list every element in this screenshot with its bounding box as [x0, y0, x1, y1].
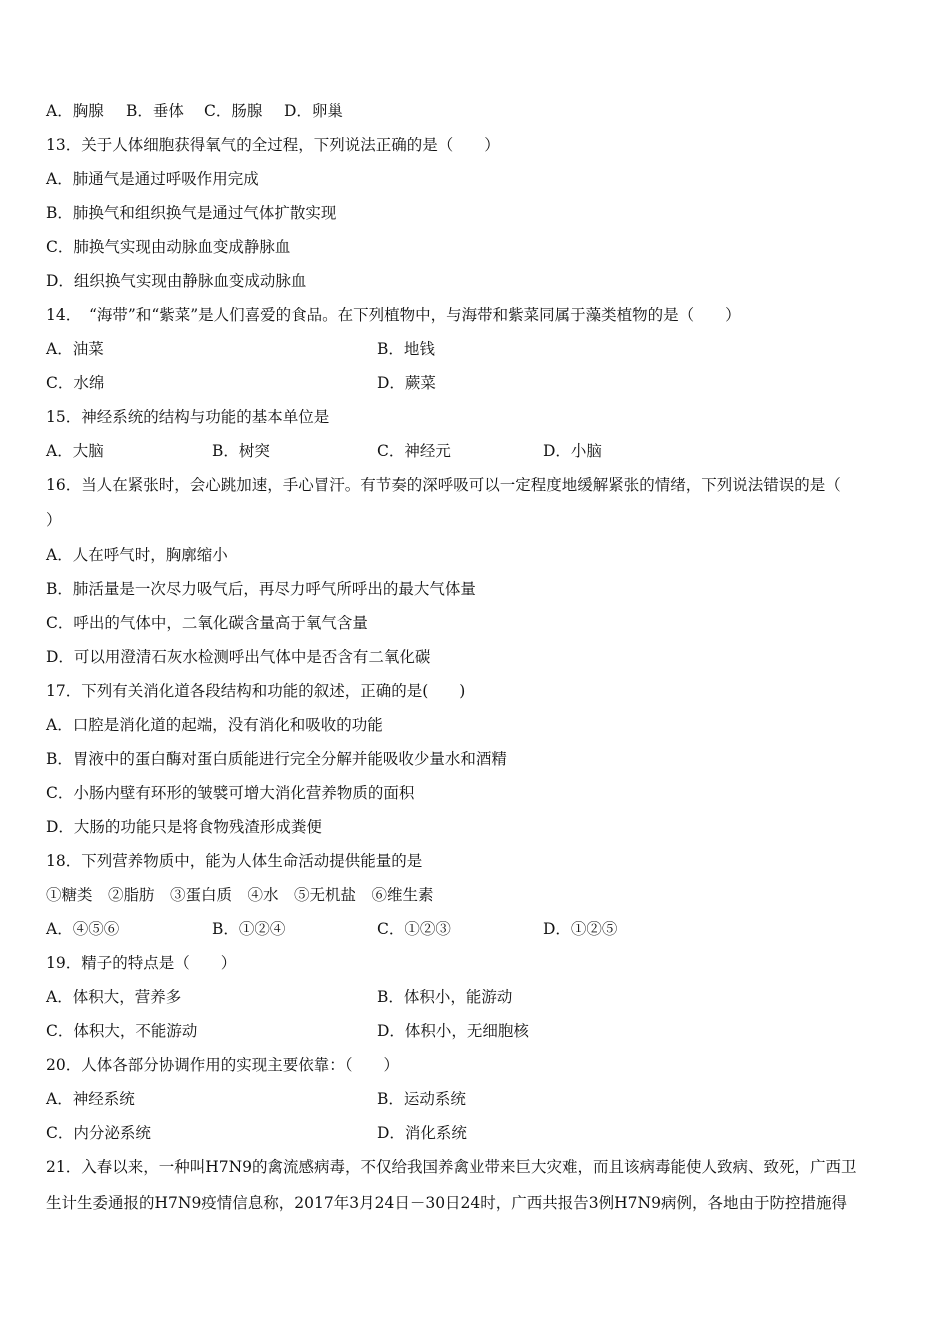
q15-option-a: A．大脑	[46, 442, 104, 460]
q17-option-b: B．胃液中的蛋白酶对蛋白质能进行完全分解并能吸收少量水和酒精	[46, 750, 507, 768]
q15-option-d: D．小脑	[543, 442, 602, 460]
q19-option-c: C．体积大，不能游动	[46, 1022, 198, 1040]
q12-option-a: A．胸腺	[46, 102, 104, 120]
q17-stem: 17．下列有关消化道各段结构和功能的叙述，正确的是( )	[46, 682, 466, 700]
q16-option-a: A．人在呼气时，胸廓缩小	[46, 546, 228, 564]
q17-option-c: C．小肠内壁有环形的皱襞可增大消化营养物质的面积	[46, 784, 415, 802]
q17-option-a: A．口腔是消化道的起端，没有消化和吸收的功能	[46, 716, 383, 734]
q18-items: ①糖类 ②脂肪 ③蛋白质 ④水 ⑤无机盐 ⑥维生素	[46, 886, 434, 904]
q18-option-d: D．①②⑤	[543, 920, 618, 938]
q13-option-c: C．肺换气实现由动脉血变成静脉血	[46, 238, 291, 256]
q16-stem-line-1: 16．当人在紧张时，会心跳加速，手心冒汗。有节奏的深呼吸可以一定程度地缓解紧张的情绪，下列说法错误的是（	[46, 476, 841, 494]
q16-option-c: C．呼出的气体中，二氧化碳含量高于氧气含量	[46, 614, 368, 632]
q16-option-d: D．可以用澄清石灰水检测呼出气体中是否含有二氧化碳	[46, 648, 431, 666]
q20-option-b: B．运动系统	[377, 1090, 466, 1108]
q13-option-d: D．组织换气实现由静脉血变成动脉血	[46, 272, 307, 290]
q15-option-c: C．神经元	[377, 442, 451, 460]
q15-option-b: B．树突	[212, 442, 270, 460]
q12-option-c: C．肠腺	[204, 102, 263, 120]
q13-option-b: B．肺换气和组织换气是通过气体扩散实现	[46, 204, 337, 222]
q20-stem: 20．人体各部分协调作用的实现主要依靠：（ ）	[46, 1056, 399, 1074]
q19-option-d: D．体积小，无细胞核	[377, 1022, 529, 1040]
q15-stem: 15．神经系统的结构与功能的基本单位是	[46, 408, 330, 426]
q19-stem: 19．精子的特点是（ ）	[46, 954, 237, 972]
q14-option-d: D．蕨菜	[377, 374, 436, 392]
q20-option-d: D．消化系统	[377, 1124, 467, 1142]
q14-stem: 14． “海带”和“紫菜”是人们喜爱的食品。在下列植物中，与海带和紫菜同属于藻类植物的是（ ）	[46, 306, 741, 324]
q13-stem: 13．关于人体细胞获得氧气的全过程，下列说法正确的是（ ）	[46, 136, 500, 154]
q14-option-b: B．地钱	[377, 340, 435, 358]
q18-stem: 18．下列营养物质中，能为人体生命活动提供能量的是	[46, 852, 423, 870]
q12-option-b: B．垂体	[126, 102, 184, 120]
q18-option-b: B．①②④	[212, 920, 286, 938]
q12-option-d: D．卵巢	[284, 102, 343, 120]
q19-option-b: B．体积小，能游动	[377, 988, 513, 1006]
q14-option-c: C．水绵	[46, 374, 105, 392]
q16-option-b: B．肺活量是一次尽力吸气后，再尽力呼气所呼出的最大气体量	[46, 580, 476, 598]
q19-option-a: A．体积大，营养多	[46, 988, 182, 1006]
q13-option-a: A．肺通气是通过呼吸作用完成	[46, 170, 259, 188]
q14-option-a: A．油菜	[46, 340, 104, 358]
q21-text-line-2: 生计生委通报的H7N9疫情信息称，2017年3月24日－30日24时，广西共报告3例H7N9病例，各地由于防控措施得	[46, 1194, 847, 1212]
q17-option-d: D．大肠的功能只是将食物残渣形成粪便	[46, 818, 322, 836]
q21-text-line-1: 21．入春以来，一种叫H7N9的禽流感病毒，不仅给我国养禽业带来巨大灾难，而且该病毒能使人致病、致死，广西卫	[46, 1158, 857, 1176]
q18-option-c: C．①②③	[377, 920, 451, 938]
q20-option-a: A．神经系统	[46, 1090, 135, 1108]
q20-option-c: C．内分泌系统	[46, 1124, 151, 1142]
q18-option-a: A．④⑤⑥	[46, 920, 120, 938]
q16-stem-line-2: ）	[46, 511, 62, 529]
